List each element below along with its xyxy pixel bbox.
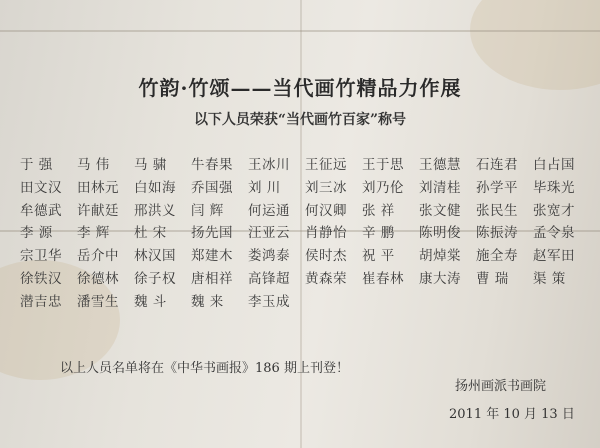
honoree-name: 马 伟 <box>77 157 110 173</box>
honoree-name: 张文健 <box>419 202 461 219</box>
honoree-name: 白占国 <box>533 157 575 173</box>
honoree-name: 石连君 <box>476 157 518 173</box>
honoree-name: 侯时杰 <box>305 248 347 265</box>
honoree-name: 牟德武 <box>20 202 62 219</box>
honoree-name: 闫 辉 <box>191 202 224 219</box>
honoree-name: 孟令泉 <box>533 225 575 242</box>
honoree-name-grid <box>20 154 590 314</box>
honoree-name: 赵军田 <box>533 248 575 265</box>
honoree-name: 辛 鹏 <box>362 225 395 242</box>
honoree-name: 曹 瑞 <box>476 270 509 287</box>
honoree-name: 娄鸿泰 <box>248 248 290 265</box>
honoree-name: 潜吉忠 <box>20 293 62 310</box>
honoree-name: 高锋超 <box>248 270 290 287</box>
honoree-name: 王冰川 <box>248 157 290 173</box>
honoree-name: 杜 宋 <box>134 225 167 242</box>
honoree-name: 白如海 <box>134 179 176 196</box>
honoree-name: 王德慧 <box>419 157 461 173</box>
honoree-name: 崔春林 <box>362 270 404 287</box>
honoree-name: 刘清桂 <box>419 179 461 196</box>
document-title: 竹韵·竹颂——当代画竹精品力作展 <box>138 76 462 100</box>
honoree-name: 于 强 <box>20 157 53 173</box>
honoree-name: 刘 川 <box>248 179 281 196</box>
honoree-name: 汪亚云 <box>248 225 290 242</box>
honoree-name: 田林元 <box>77 179 119 196</box>
honoree-name: 宗卫华 <box>20 248 62 265</box>
honoree-name: 田文汉 <box>20 179 62 196</box>
honoree-name: 祝 平 <box>362 248 395 265</box>
honoree-name: 胡焯棠 <box>419 248 461 265</box>
honoree-name: 陈明俊 <box>419 225 461 242</box>
honoree-name: 牛春果 <box>191 157 233 173</box>
honoree-name: 邢洪义 <box>134 202 176 219</box>
honoree-name: 刘乃伦 <box>362 179 404 196</box>
honoree-name: 何汉卿 <box>305 202 347 219</box>
honoree-name: 林汉国 <box>134 248 176 265</box>
honoree-name: 徐铁汉 <box>20 270 62 287</box>
honoree-name: 岳介中 <box>77 248 119 265</box>
honoree-name: 魏 斗 <box>134 293 167 310</box>
honoree-name: 肖静怡 <box>305 225 347 242</box>
honoree-name: 唐相祥 <box>191 270 233 287</box>
honoree-name: 渠 策 <box>533 270 566 287</box>
honoree-name: 何运通 <box>248 202 290 219</box>
honoree-name: 乔国强 <box>191 179 233 196</box>
honoree-name: 郑建木 <box>191 248 233 265</box>
honoree-name: 刘三冰 <box>305 179 347 196</box>
honoree-name: 张 祥 <box>362 202 395 219</box>
honoree-name: 许献廷 <box>77 202 119 219</box>
organization-name: 扬州画派书画院 <box>455 379 547 394</box>
honoree-name: 李 源 <box>20 225 53 242</box>
honoree-name: 李 辉 <box>77 225 110 242</box>
document-subtitle: 以下人员荣获“当代画竹百家”称号 <box>193 112 407 128</box>
honoree-name: 徐子权 <box>134 270 176 287</box>
honoree-name: 王征远 <box>305 157 347 173</box>
honoree-name: 王于思 <box>362 157 404 173</box>
issue-date: 2011 年 10 月 13 日 <box>449 407 575 422</box>
publication-notice: 以上人员名单将在《中华书画报》186 期上刊登！ <box>60 361 349 376</box>
honoree-name: 张民生 <box>476 202 518 219</box>
honoree-name: 徐德林 <box>77 270 119 287</box>
honoree-name: 孙学平 <box>476 179 518 196</box>
honoree-name: 康大涛 <box>419 270 461 287</box>
honoree-name: 李玉成 <box>248 293 290 310</box>
honoree-name: 马 骕 <box>134 157 167 173</box>
honoree-name: 毕珠光 <box>533 179 575 196</box>
honoree-name: 施全寿 <box>476 248 518 265</box>
honoree-name: 扬先国 <box>191 225 233 242</box>
honoree-name: 潘雪生 <box>77 293 119 310</box>
honoree-name: 魏 来 <box>191 293 224 310</box>
honoree-name: 张宽才 <box>533 202 575 219</box>
honoree-name: 陈振涛 <box>476 225 518 242</box>
honoree-name: 黄森荣 <box>305 270 347 287</box>
